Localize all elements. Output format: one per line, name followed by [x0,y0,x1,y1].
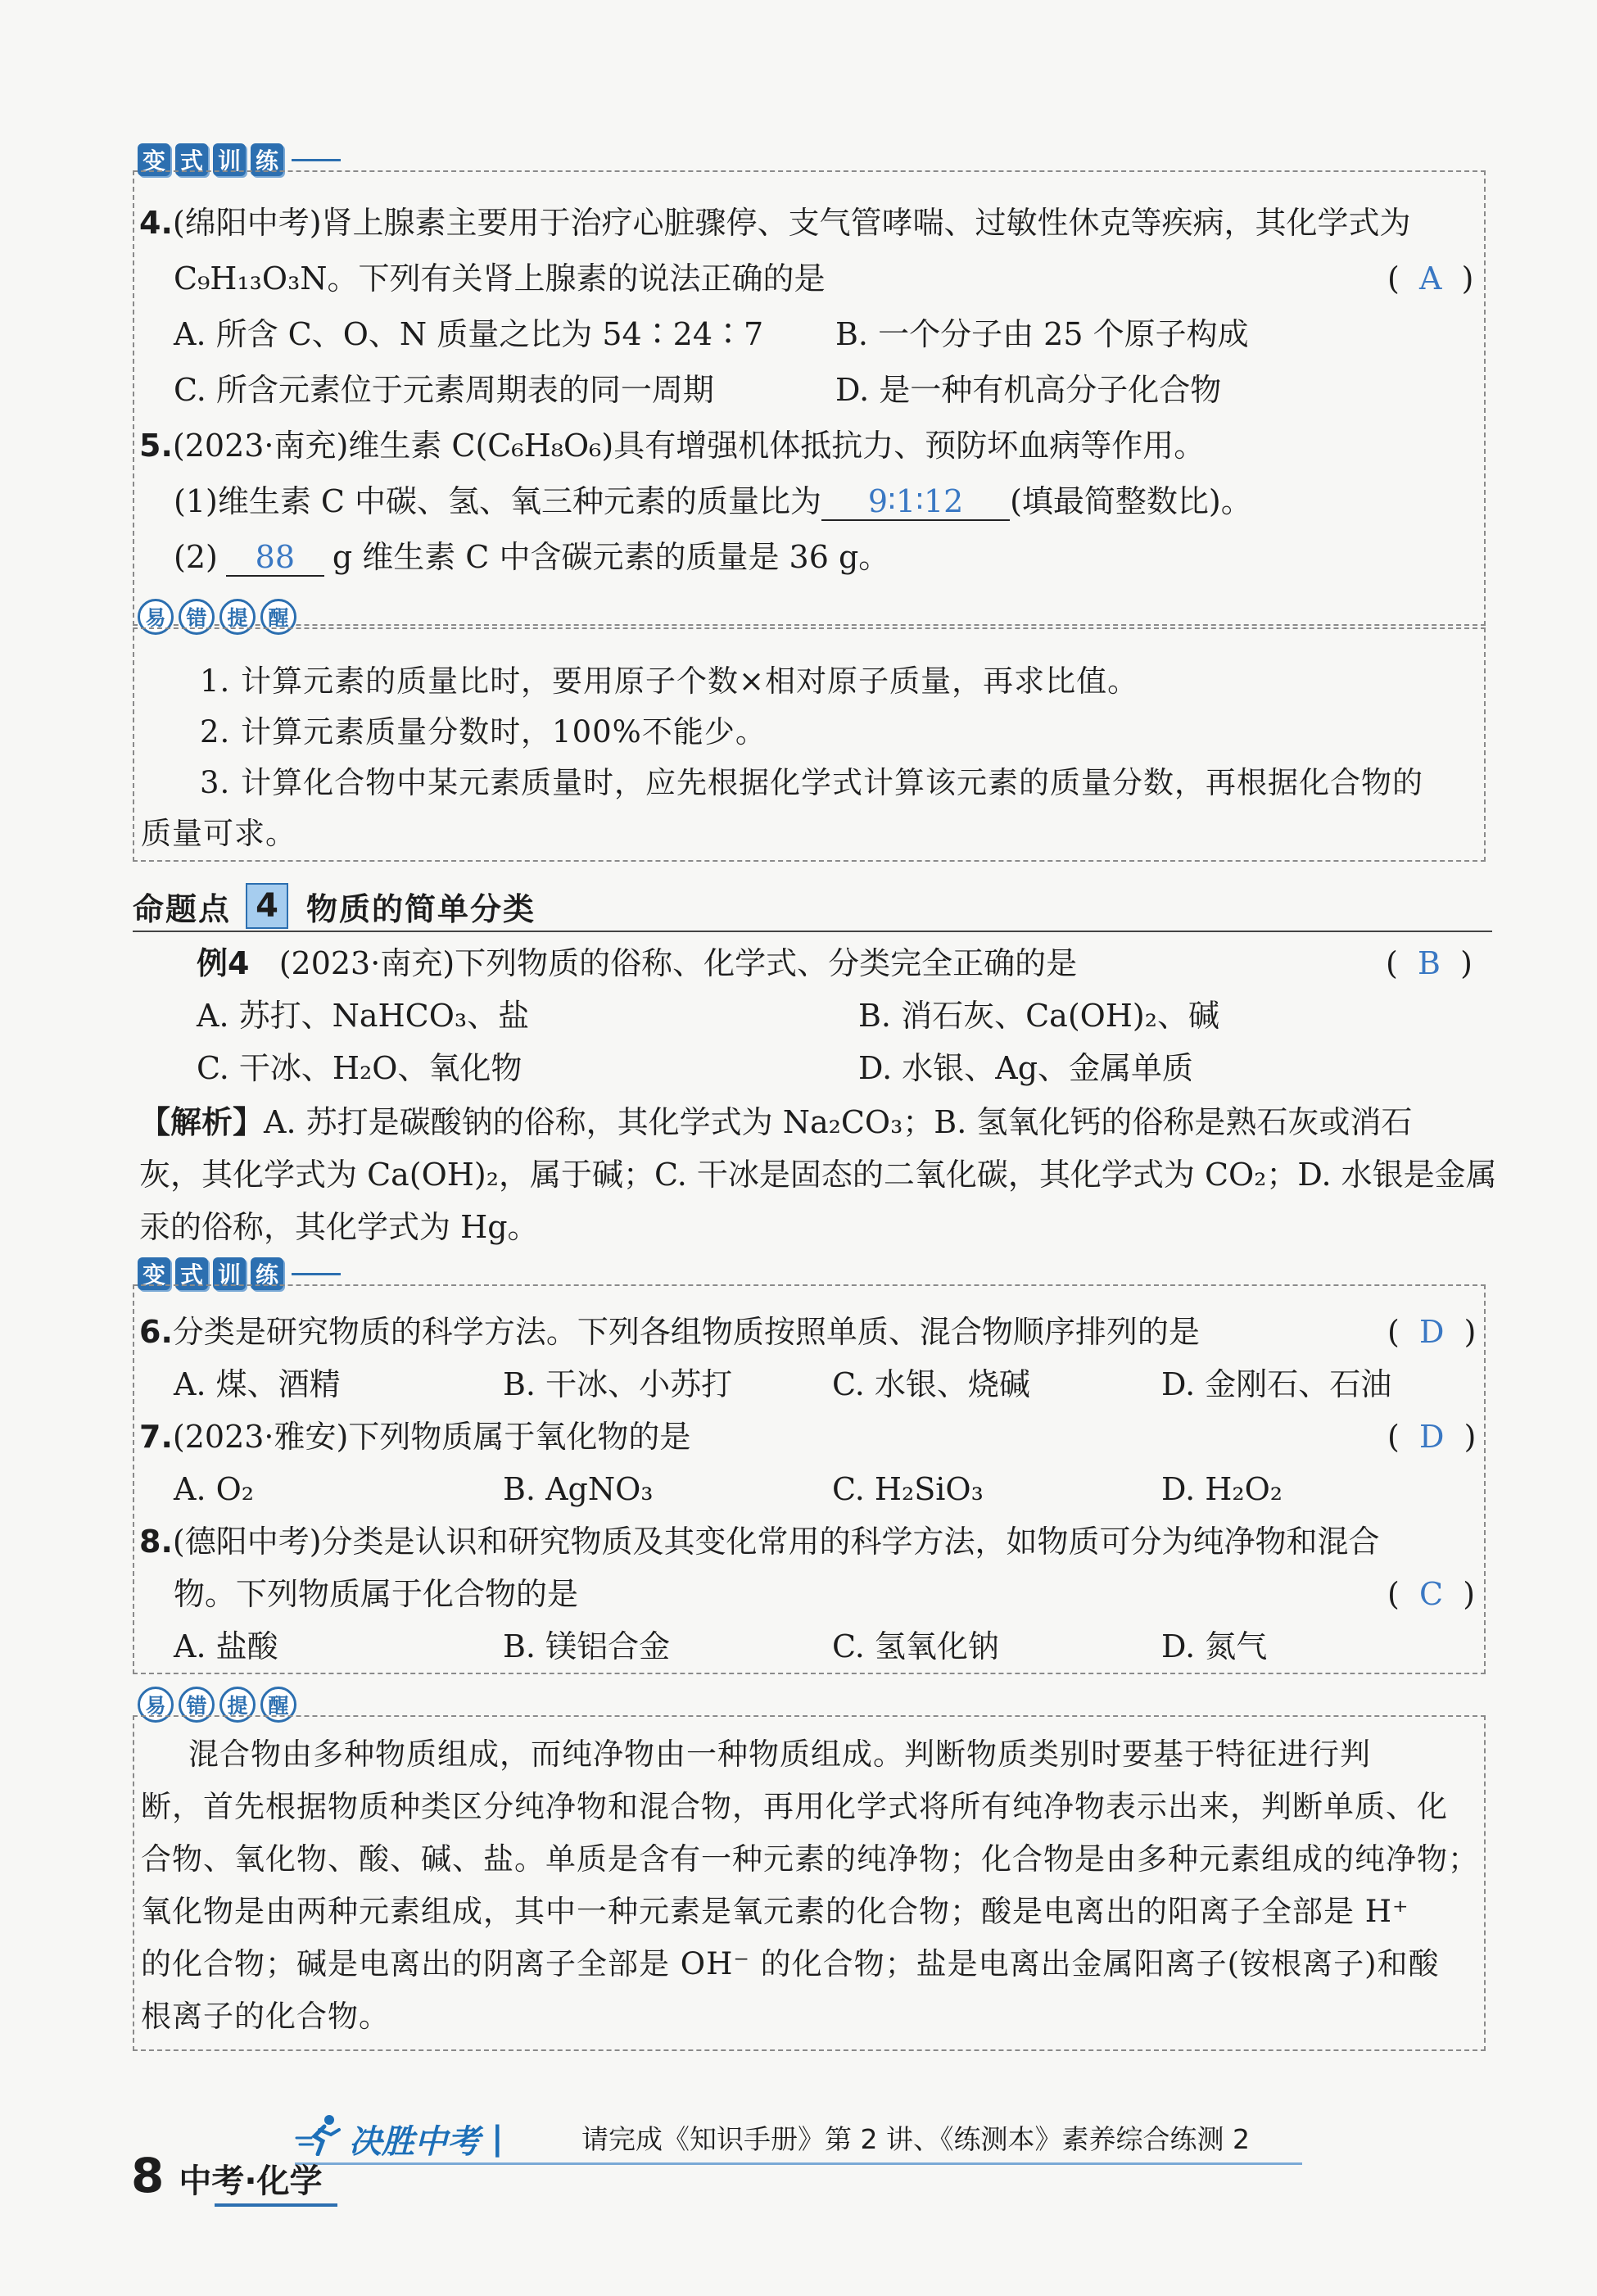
footer-logo [295,2113,504,2164]
footer-rule [295,2162,1302,2165]
footer-instruction: 请完成《知识手册》第 2 讲、《练测本》素养综合练测 2 [581,2123,1250,2155]
tag-char: 提 [219,1687,256,1723]
option-b: B. AgNO₃ [503,1471,654,1507]
option-d: D. 氮气 [1161,1628,1268,1664]
question-number: 5. [139,428,173,464]
part-text: (1)维生素 C 中碳、氢、氧三种元素的质量比为 [174,483,822,519]
option-d: D. H₂O₂ [1161,1471,1283,1507]
footer-bar [295,2113,1302,2164]
answer-choice: A [1418,260,1442,297]
option-a: A. 盐酸 [174,1628,278,1664]
example-text: (2023·南充)下列物质的俗称、化学式、分类完全正确的是 [278,945,1078,981]
reminder-line: 3. 计算化合物中某元素质量时，应先根据化学式计算该元素的质量分数，再根据化合物的 [200,765,1424,800]
analysis-line-1 [139,1101,1412,1143]
option-a: A. 苏打、NaHCO₃、盐 [197,998,530,1034]
question-text: (德阳中考)分类是认识和研究物质及其变化常用的科学方法，如物质可分为纯净物和混合 [172,1524,1380,1560]
question-text: 分类是研究物质的科学方法。下列各组物质按照单质、混合物顺序排列的是 [172,1314,1200,1350]
answer-choice: D [1418,1419,1445,1455]
tag-underline [292,1273,341,1275]
page-footer-rule [215,2203,337,2207]
option-b: B. 干冰、小苏打 [503,1366,733,1402]
answer-choice: D [1418,1314,1445,1350]
analysis-text: A. 苏打是碳酸钠的俗称，其化学式为 Na₂CO₃；B. 氢氧化钙的俗称是熟石灰或消石 [264,1104,1413,1140]
answer-choice: B [1417,945,1441,981]
tag-char: 提 [219,599,256,635]
tag-char: 变 [138,143,170,176]
option-d: D. 是一种有机高分子化合物 [835,372,1222,408]
option-a: A. 所含 C、O、N 质量之比为 54∶24∶7 [174,316,764,352]
answer-bracket: ( D ) [1387,1314,1477,1350]
question-text: (2023·雅安)下列物质属于氧化物的是 [172,1419,691,1455]
question-4-stem-line-2: C₉H₁₃O₃N。下列有关肾上腺素的说法正确的是 [174,260,826,297]
error-reminder-box-1 [133,627,1486,862]
question-8-stem-line-2: 物。下列物质属于化合物的是 [174,1576,579,1612]
question-number: 6. [139,1314,173,1350]
section-title: 物质的简单分类 [306,890,536,927]
tag-char: 训 [213,143,246,176]
analysis-line-2: 灰，其化学式为 Ca(OH)₂，属于碱；C. 干冰是固态的二氧化碳，其化学式为 CO₂；D. 水银是金属 [139,1157,1497,1193]
question-7-stem [139,1415,690,1458]
subject-label: 中考·化学 [179,2162,323,2200]
reminder-line: 断，首先根据物质种类区分纯净物和混合物，再用化学式将所有纯净物表示出来，判断单质、化 [141,1789,1448,1824]
footer-logo-text: 决胜中考 [349,2122,480,2161]
answer-choice: C [1418,1576,1444,1612]
option-a: A. 煤、酒精 [174,1366,341,1402]
option-d: D. 金刚石、石油 [1161,1366,1392,1402]
section-label: 命题点 [133,890,232,927]
answer-bracket: ( C ) [1387,1576,1476,1612]
tag-char: 易 [138,1687,174,1723]
option-c: C. 所含元素位于元素周期表的同一周期 [174,372,714,408]
part-text: (2) [174,539,218,575]
option-b: B. 消石灰、Ca(OH)₂、碱 [858,998,1219,1034]
reminder-line: 的化合物；碱是电离出的阴离子全部是 OH⁻ 的化合物；盐是电离出金属阳离子(铵根离子)和酸 [141,1946,1440,1981]
fill-blank-answer: 88 [226,539,324,577]
page-footer [131,2148,323,2203]
fill-blank-answer: 9∶1∶12 [821,483,1010,521]
tag-char: 错 [179,1687,215,1723]
tag-char: 错 [179,599,215,635]
reminder-line: 根离子的化合物。 [141,1999,390,2034]
option-c: C. 干冰、H₂O、氧化物 [197,1050,523,1086]
tag-char: 训 [213,1257,246,1290]
reminder-line: 质量可求。 [141,816,296,851]
variant-training-box-2 [133,1284,1486,1674]
tag-char: 练 [251,1257,283,1290]
section-heading [133,883,536,929]
example-4-stem [197,942,1077,985]
section-divider [133,931,1492,932]
error-reminder-box-2 [133,1715,1486,2051]
question-number: 7. [139,1419,173,1455]
option-a: A. O₂ [174,1471,254,1507]
tag-char: 醒 [260,1687,296,1723]
tag-char: 变 [138,1257,170,1290]
tag-char: 练 [251,143,283,176]
reminder-line: 2. 计算元素质量分数时，100%不能少。 [200,714,767,749]
tag-char: 式 [175,1257,208,1290]
reminder-line: 合物、氧化物、酸、碱、盐。单质是含有一种元素的纯净物；化合物是由多种元素组成的纯净物； [141,1841,1479,1877]
reminder-line: 1. 计算元素的质量比时，要用原子个数×相对原子质量，再求比值。 [200,663,1139,699]
option-b: B. 镁铝合金 [503,1628,671,1664]
option-c: C. H₂SiO₃ [832,1471,984,1507]
analysis-label: 【解析】 [139,1104,265,1140]
question-5-part-1 [174,480,1252,523]
tag-char: 式 [175,143,208,176]
option-b: B. 一个分子由 25 个原子构成 [835,316,1249,352]
answer-bracket: ( A ) [1387,260,1474,297]
option-d: D. 水银、Ag、金属单质 [858,1050,1194,1086]
tag-underline [292,159,341,161]
answer-bracket: ( B ) [1386,945,1473,981]
option-c: C. 水银、烧碱 [832,1366,1030,1402]
tag-char: 易 [138,599,174,635]
option-c: C. 氢氧化钠 [832,1628,999,1664]
answer-bracket: ( D ) [1387,1419,1477,1455]
question-6-stem [139,1311,1200,1353]
question-text: (绵阳中考)肾上腺素主要用于治疗心脏骤停、支气管哮喘、过敏性休克等疾病，其化学式为 [172,205,1411,241]
footer-separator: | [491,2120,504,2158]
question-4-stem-line-1 [139,202,1411,244]
page-number: 8 [131,2148,165,2203]
question-8-stem-line-1 [139,1520,1380,1563]
tag-char: 醒 [260,599,296,635]
variant-training-box-1 [133,170,1486,626]
question-number: 4. [139,205,173,241]
question-5-part-2 [174,536,889,578]
question-number: 8. [139,1524,173,1560]
question-text: (2023·南充)维生素 C(C₆H₈O₆)具有增强机体抵抗力、预防坏血病等作用。 [172,428,1206,464]
part-text: g 维生素 C 中含碳元素的质量是 36 g。 [332,539,890,575]
example-label: 例4 [197,945,250,981]
reminder-line: 氧化物是由两种元素组成，其中一种元素是氧元素的化合物；酸是电离出的阳离子全部是 H⁺ [141,1894,1409,1929]
part-text: (填最简整数比)。 [1010,483,1252,519]
question-5-stem [139,424,1205,467]
section-number: 4 [246,883,288,929]
analysis-line-3: 汞的俗称，其化学式为 Hg。 [139,1209,539,1245]
reminder-line: 混合物由多种物质组成，而纯净物由一种物质组成。判断物质类别时要基于特征进行判 [188,1737,1371,1772]
